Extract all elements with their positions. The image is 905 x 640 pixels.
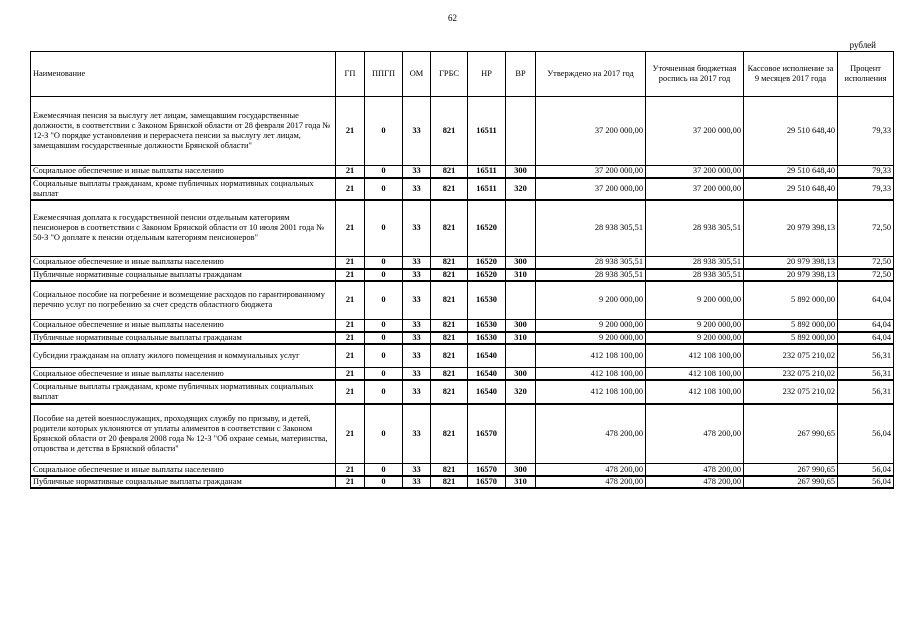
cell-name: Ежемесячная пенсия за выслугу лет лицам, замещавшим государственные должности, в соответствии с Законом Брянской области от 28 февраля 2017 года № 12-З "О порядке установления и перерасчета пенсии за выслугу лет лицам, замещавшим государственные должности Брянской области"	[31, 97, 336, 166]
cell-approved: 412 108 100,00	[536, 368, 646, 380]
cell-grbs: 821	[431, 332, 468, 344]
cell-np: 16540	[468, 368, 506, 380]
cell-om: 33	[403, 178, 431, 200]
cell-percent: 56,04	[838, 464, 894, 476]
header-ppgp: ППГП	[365, 52, 403, 97]
cell-name: Социальное пособие на погребение и возмещение расходов по гарантированному перечню услуг по погребению за счет средств областного бюджета	[31, 281, 336, 320]
header-name: Наименование	[31, 52, 336, 97]
cell-np: 16520	[468, 269, 506, 281]
cell-grbs: 821	[431, 281, 468, 320]
cell-grbs: 821	[431, 476, 468, 488]
cell-percent: 64,04	[838, 320, 894, 332]
cell-refined: 9 200 000,00	[646, 281, 744, 320]
units-label: рублей	[849, 40, 876, 50]
cell-ppgp: 0	[365, 404, 403, 464]
cell-ppgp: 0	[365, 344, 403, 368]
cell-ppgp: 0	[365, 380, 403, 404]
cell-approved: 478 200,00	[536, 464, 646, 476]
cell-om: 33	[403, 476, 431, 488]
cell-approved: 37 200 000,00	[536, 97, 646, 166]
cell-np: 16511	[468, 166, 506, 178]
cell-grbs: 821	[431, 368, 468, 380]
cell-np: 16520	[468, 200, 506, 257]
table-row	[31, 257, 894, 269]
table-row	[31, 320, 894, 332]
cell-cash: 232 075 210,02	[744, 344, 838, 368]
cell-np: 16530	[468, 332, 506, 344]
cell-np: 16520	[468, 257, 506, 269]
cell-grbs: 821	[431, 380, 468, 404]
cell-om: 33	[403, 281, 431, 320]
table-row	[31, 476, 894, 488]
cell-grbs: 821	[431, 464, 468, 476]
cell-om: 33	[403, 380, 431, 404]
cell-cash: 267 990,65	[744, 476, 838, 488]
cell-name: Ежемесячная доплата к государственной пенсии отдельным категориям пенсионеров в соответствии с Законом Брянской области от 10 июля 2001 года № 50-З "О доплате к пенсии отдельным категориям пенсионеров"	[31, 200, 336, 257]
table-row	[31, 368, 894, 380]
cell-approved: 478 200,00	[536, 404, 646, 464]
header-approved: Утверждено на 2017 год	[536, 52, 646, 97]
cell-gp: 21	[336, 200, 365, 257]
table-header-row	[31, 52, 894, 97]
cell-cash: 267 990,65	[744, 404, 838, 464]
table-row	[31, 404, 894, 464]
cell-gp: 21	[336, 380, 365, 404]
cell-cash: 29 510 648,40	[744, 97, 838, 166]
cell-approved: 9 200 000,00	[536, 320, 646, 332]
cell-np: 16530	[468, 320, 506, 332]
cell-refined: 412 108 100,00	[646, 368, 744, 380]
cell-grbs: 821	[431, 344, 468, 368]
cell-name: Социальное обеспечение и иные выплаты населению	[31, 166, 336, 178]
cell-percent: 64,04	[838, 332, 894, 344]
table-row	[31, 464, 894, 476]
cell-name: Публичные нормативные социальные выплаты гражданам	[31, 332, 336, 344]
cell-percent: 72,50	[838, 257, 894, 269]
cell-approved: 412 108 100,00	[536, 380, 646, 404]
cell-approved: 28 938 305,51	[536, 200, 646, 257]
cell-vr: 310	[506, 476, 536, 488]
cell-gp: 21	[336, 97, 365, 166]
cell-gp: 21	[336, 166, 365, 178]
cell-cash: 5 892 000,00	[744, 281, 838, 320]
cell-refined: 28 938 305,51	[646, 257, 744, 269]
cell-percent: 56,31	[838, 368, 894, 380]
cell-refined: 37 200 000,00	[646, 178, 744, 200]
cell-refined: 28 938 305,51	[646, 269, 744, 281]
cell-cash: 232 075 210,02	[744, 368, 838, 380]
cell-cash: 232 075 210,02	[744, 380, 838, 404]
table-row	[31, 178, 894, 200]
cell-np: 16570	[468, 464, 506, 476]
cell-percent: 79,33	[838, 97, 894, 166]
cell-gp: 21	[336, 344, 365, 368]
cell-grbs: 821	[431, 257, 468, 269]
cell-gp: 21	[336, 476, 365, 488]
cell-cash: 20 979 398,13	[744, 200, 838, 257]
table-row	[31, 332, 894, 344]
cell-grbs: 821	[431, 200, 468, 257]
cell-om: 33	[403, 257, 431, 269]
cell-percent: 64,04	[838, 281, 894, 320]
cell-gp: 21	[336, 320, 365, 332]
cell-om: 33	[403, 269, 431, 281]
cell-om: 33	[403, 344, 431, 368]
cell-name: Социальное обеспечение и иные выплаты населению	[31, 368, 336, 380]
cell-np: 16530	[468, 281, 506, 320]
cell-cash: 267 990,65	[744, 464, 838, 476]
cell-np: 16511	[468, 97, 506, 166]
cell-gp: 21	[336, 257, 365, 269]
cell-approved: 412 108 100,00	[536, 344, 646, 368]
cell-refined: 478 200,00	[646, 404, 744, 464]
cell-name: Социальное обеспечение и иные выплаты населению	[31, 320, 336, 332]
cell-grbs: 821	[431, 320, 468, 332]
cell-percent: 72,50	[838, 200, 894, 257]
cell-name: Публичные нормативные социальные выплаты гражданам	[31, 476, 336, 488]
cell-vr	[506, 200, 536, 257]
cell-percent: 56,04	[838, 404, 894, 464]
header-percent: Процент исполнения	[838, 52, 894, 97]
cell-cash: 20 979 398,13	[744, 269, 838, 281]
cell-refined: 37 200 000,00	[646, 166, 744, 178]
cell-ppgp: 0	[365, 281, 403, 320]
cell-gp: 21	[336, 332, 365, 344]
cell-ppgp: 0	[365, 97, 403, 166]
cell-ppgp: 0	[365, 476, 403, 488]
cell-approved: 9 200 000,00	[536, 281, 646, 320]
cell-cash: 5 892 000,00	[744, 320, 838, 332]
cell-name: Социальные выплаты гражданам, кроме публичных нормативных социальных выплат	[31, 380, 336, 404]
cell-percent: 72,50	[838, 269, 894, 281]
header-vr: ВР	[506, 52, 536, 97]
cell-refined: 28 938 305,51	[646, 200, 744, 257]
cell-name: Социальное обеспечение и иные выплаты населению	[31, 257, 336, 269]
header-om: ОМ	[403, 52, 431, 97]
table-row	[31, 97, 894, 166]
cell-gp: 21	[336, 368, 365, 380]
cell-grbs: 821	[431, 269, 468, 281]
table-row	[31, 281, 894, 320]
cell-gp: 21	[336, 269, 365, 281]
cell-approved: 37 200 000,00	[536, 166, 646, 178]
cell-vr: 300	[506, 166, 536, 178]
header-gp: ГП	[336, 52, 365, 97]
cell-name: Субсидии гражданам на оплату жилого помещения и коммунальных услуг	[31, 344, 336, 368]
cell-grbs: 821	[431, 404, 468, 464]
cell-name: Публичные нормативные социальные выплаты гражданам	[31, 269, 336, 281]
cell-ppgp: 0	[365, 464, 403, 476]
table-row	[31, 200, 894, 257]
cell-ppgp: 0	[365, 269, 403, 281]
cell-ppgp: 0	[365, 166, 403, 178]
cell-percent: 56,04	[838, 476, 894, 488]
cell-percent: 56,31	[838, 380, 894, 404]
header-grbs: ГРБС	[431, 52, 468, 97]
cell-approved: 37 200 000,00	[536, 178, 646, 200]
table-row	[31, 344, 894, 368]
cell-np: 16570	[468, 404, 506, 464]
cell-vr: 300	[506, 368, 536, 380]
header-np: НР	[468, 52, 506, 97]
cell-refined: 478 200,00	[646, 476, 744, 488]
cell-percent: 79,33	[838, 178, 894, 200]
cell-vr	[506, 97, 536, 166]
cell-vr: 320	[506, 178, 536, 200]
cell-np: 16570	[468, 476, 506, 488]
cell-ppgp: 0	[365, 320, 403, 332]
cell-name: Социальное обеспечение и иные выплаты населению	[31, 464, 336, 476]
cell-approved: 9 200 000,00	[536, 332, 646, 344]
cell-refined: 9 200 000,00	[646, 320, 744, 332]
cell-gp: 21	[336, 281, 365, 320]
cell-name: Социальные выплаты гражданам, кроме публичных нормативных социальных выплат	[31, 178, 336, 200]
cell-vr: 300	[506, 320, 536, 332]
cell-vr	[506, 281, 536, 320]
cell-vr: 310	[506, 332, 536, 344]
cell-om: 33	[403, 332, 431, 344]
cell-approved: 28 938 305,51	[536, 269, 646, 281]
cell-approved: 478 200,00	[536, 476, 646, 488]
cell-percent: 56,31	[838, 344, 894, 368]
cell-cash: 5 892 000,00	[744, 332, 838, 344]
cell-om: 33	[403, 368, 431, 380]
cell-om: 33	[403, 404, 431, 464]
cell-cash: 20 979 398,13	[744, 257, 838, 269]
cell-refined: 478 200,00	[646, 464, 744, 476]
cell-ppgp: 0	[365, 178, 403, 200]
cell-vr: 300	[506, 464, 536, 476]
cell-refined: 9 200 000,00	[646, 332, 744, 344]
cell-percent: 79,33	[838, 166, 894, 178]
cell-np: 16540	[468, 380, 506, 404]
cell-name: Пособие на детей военнослужащих, проходящих службу по призыву, и детей, родители которых уклоняются от уплаты алиментов в соответствии с Законом Брянской области от 20 февраля 2008 года № 12-З "Об охране семьи, материнства, отцовства и детства в Брянской области"	[31, 404, 336, 464]
cell-gp: 21	[336, 404, 365, 464]
cell-np: 16511	[468, 178, 506, 200]
cell-refined: 412 108 100,00	[646, 380, 744, 404]
cell-vr: 320	[506, 380, 536, 404]
cell-om: 33	[403, 166, 431, 178]
cell-grbs: 821	[431, 178, 468, 200]
cell-vr: 300	[506, 257, 536, 269]
cell-vr	[506, 404, 536, 464]
cell-om: 33	[403, 464, 431, 476]
cell-grbs: 821	[431, 166, 468, 178]
cell-ppgp: 0	[365, 200, 403, 257]
table-row	[31, 269, 894, 281]
cell-om: 33	[403, 97, 431, 166]
header-cash: Кассовое исполнение за 9 месяцев 2017 года	[744, 52, 838, 97]
cell-om: 33	[403, 320, 431, 332]
cell-refined: 37 200 000,00	[646, 97, 744, 166]
cell-ppgp: 0	[365, 368, 403, 380]
page-number: 62	[448, 13, 457, 23]
budget-table	[30, 51, 894, 489]
cell-cash: 29 510 648,40	[744, 178, 838, 200]
cell-ppgp: 0	[365, 257, 403, 269]
cell-gp: 21	[336, 178, 365, 200]
cell-gp: 21	[336, 464, 365, 476]
cell-cash: 29 510 648,40	[744, 166, 838, 178]
table-row	[31, 380, 894, 404]
cell-vr	[506, 344, 536, 368]
cell-grbs: 821	[431, 97, 468, 166]
cell-refined: 412 108 100,00	[646, 344, 744, 368]
cell-ppgp: 0	[365, 332, 403, 344]
cell-approved: 28 938 305,51	[536, 257, 646, 269]
table-row	[31, 166, 894, 178]
cell-np: 16540	[468, 344, 506, 368]
cell-vr: 310	[506, 269, 536, 281]
cell-om: 33	[403, 200, 431, 257]
header-refined: Уточненная бюджетная роспись на 2017 год	[646, 52, 744, 97]
